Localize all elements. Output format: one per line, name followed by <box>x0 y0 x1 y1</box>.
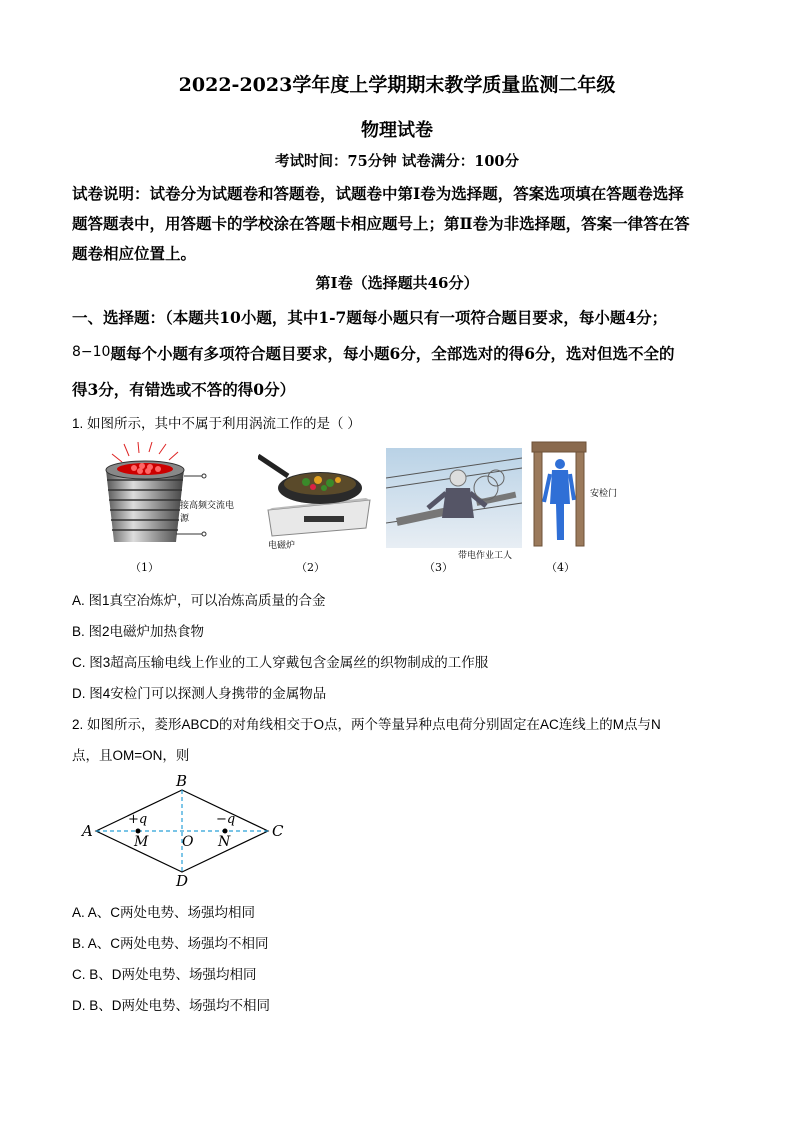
question-1-option-d: D. 图4安检门可以探测人身携带的金属物品 <box>72 686 327 701</box>
figure-4-caption: （4） <box>546 561 575 574</box>
question-2-option-d: D. B、D两处电势、场强均不相同 <box>72 998 271 1013</box>
figure-3-live-line-worker <box>386 448 522 561</box>
part-one-line-3: 得3分，有错选或不答的得0分） <box>72 380 296 399</box>
exam-info: 考试时间：75分钟 试卷满分：100分 <box>275 153 519 170</box>
figure-2-induction-cooker <box>258 450 378 550</box>
figure-2-label: 电磁炉 <box>268 541 296 551</box>
plus-q-label: +q <box>128 812 148 827</box>
part-one-line-1: 一、选择题：（本题共10小题，其中1-7题每小题只有一项符合题目要求，每小题4分； <box>72 308 668 327</box>
subject-title: 物理试卷 <box>361 120 433 141</box>
figure-3-caption: （3） <box>424 561 453 574</box>
part-one-line-2-text: 题每个小题有多项符合题目要求，每小题6分，全部选对的得6分，选对但选不全的 <box>110 344 675 363</box>
exam-title: 2022-2023学年度上学期期末教学质量监测二年级 <box>178 74 616 96</box>
vertex-c-label: C <box>272 822 284 840</box>
point-n-label: N <box>218 834 231 850</box>
question-1-stem: 1. 如图所示，其中不属于利用涡流工作的是（ ） <box>72 416 361 431</box>
figure-4-security-gate <box>530 440 630 550</box>
figure-2-caption: （2） <box>296 561 325 574</box>
question-2-stem-line-1: 2. 如图所示，菱形ABCD的对角线相交于O点，两个等量异种点电荷分别固定在AC连线上的M点与N <box>72 717 661 732</box>
instruction-line-3: 题卷相应位置上。 <box>72 244 197 263</box>
vertex-d-label: D <box>176 872 189 890</box>
question-range: 8−10 <box>72 344 111 360</box>
section-title: 第Ⅰ卷（选择题共46分） <box>315 274 479 292</box>
question-2-stem-line-2: 点，且OM=ON，则 <box>72 748 190 763</box>
part-one-line-2 <box>72 342 675 364</box>
point-m-label: M <box>134 834 149 850</box>
figure-4-label: 安检门 <box>590 489 618 499</box>
figure-1-caption: （1） <box>130 561 159 574</box>
point-o-label: O <box>182 834 194 850</box>
instruction-line-2: 题答题表中，用答题卡的学校涂在答题卡相应题号上；第Ⅱ卷为非选择题，答案一律答在答 <box>72 214 690 233</box>
instruction-line-1: 试卷说明：试卷分为试题卷和答题卷，试题卷中第Ⅰ卷为选择题，答案选项填在答题卷选择 <box>72 184 684 203</box>
question-2-option-c: C. B、D两处电势、场强均相同 <box>72 967 257 982</box>
question-1-option-c: C. 图3超高压输电线上作业的工人穿戴包含金属丝的织物制成的工作服 <box>72 655 489 670</box>
minus-q-label: −q <box>216 812 236 827</box>
rhombus-diagram <box>78 770 298 892</box>
figure-3-label: 带电作业工人 <box>458 551 513 561</box>
vertex-b-label: B <box>176 772 188 790</box>
question-2-option-b: B. A、C两处电势、场强均不相同 <box>72 936 269 951</box>
figure-1-furnace <box>84 442 234 552</box>
question-2-option-a: A. A、C两处电势、场强均相同 <box>72 905 256 920</box>
figure-1-label: 接高频交流电源 <box>180 501 235 524</box>
vertex-a-label: A <box>82 822 93 840</box>
question-1-option-a: A. 图1真空冶炼炉，可以冶炼高质量的合金 <box>72 593 326 608</box>
question-1-option-b: B. 图2电磁炉加热食物 <box>72 624 205 639</box>
